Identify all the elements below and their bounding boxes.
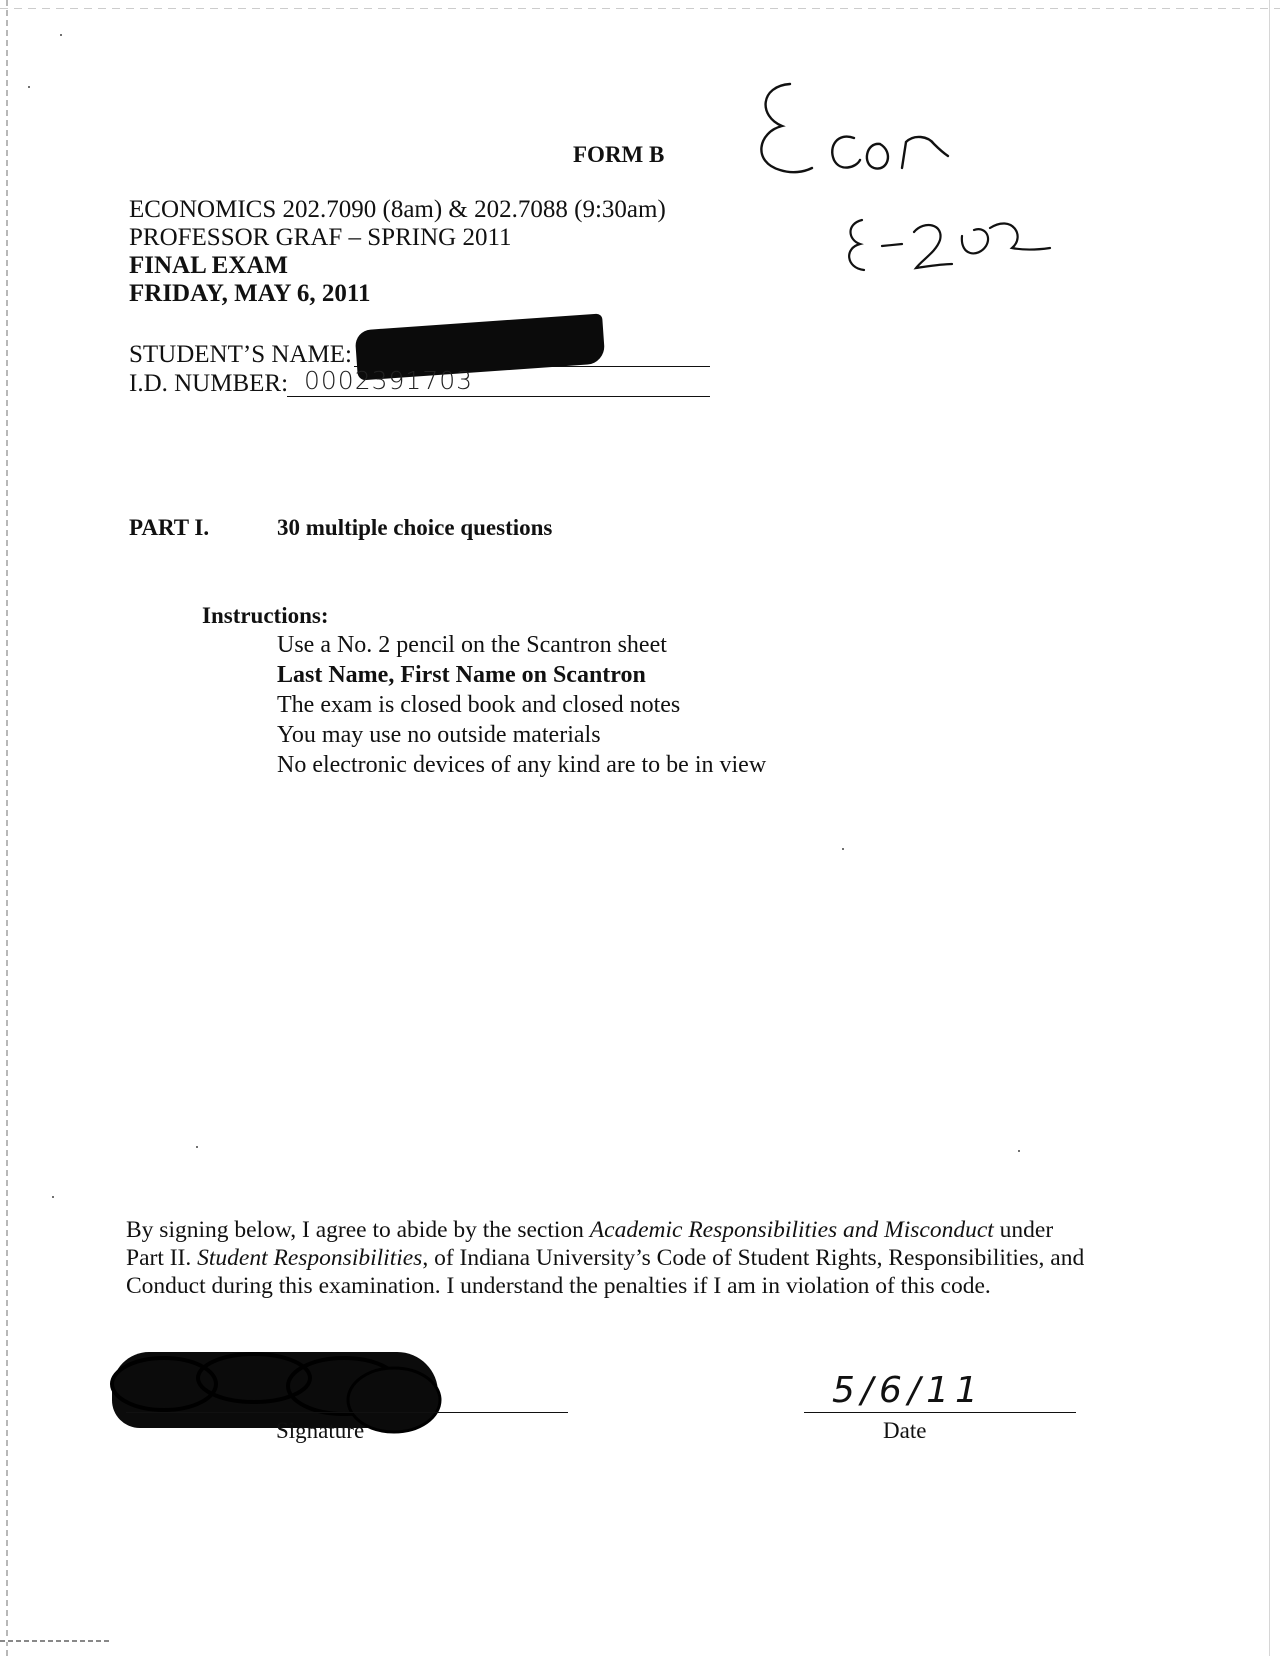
scan-speck [52,1196,54,1198]
signature-label: Signature [276,1418,365,1443]
exam-date: FRIDAY, MAY 6, 2011 [129,280,371,307]
instructions-title: Instructions: [202,603,329,628]
handwritten-e202 [840,206,1100,286]
date-label: Date [883,1418,927,1443]
instruction-item: Use a No. 2 pencil on the Scantron sheet [277,632,667,658]
honor-code-agreement [126,1216,1086,1300]
scan-edge-left [6,0,8,1656]
professor-line: PROFESSOR GRAF – SPRING 2011 [129,224,512,251]
scan-speck [1018,1150,1020,1152]
instructions-list [277,630,766,780]
course-info [129,196,666,308]
agreement-italic: Academic Responsibilities and Misconduct [589,1217,994,1243]
handwritten-econ-text: Econ [752,76,755,77]
instruction-item: The exam is closed book and closed notes [277,692,681,718]
scan-speck [28,86,30,88]
student-name-label: STUDENT’S NAME: [129,341,352,368]
part-description: 30 multiple choice questions [277,515,553,540]
scan-smudge [0,1640,112,1642]
exam-title: FINAL EXAM [129,252,289,279]
handwritten-e202-text: E-202 [840,206,843,207]
id-number-value: 0002391703 [304,366,474,395]
agreement-italic: Student Responsibilities [197,1245,423,1271]
scan-speck [842,848,844,850]
form-label: FORM B [573,142,665,167]
agreement-text: By signing below, I agree to abide by the section [126,1217,590,1243]
part-title: PART I. [129,515,210,540]
id-number-label: I.D. NUMBER: [129,370,289,397]
instruction-item: You may use no outside materials [277,722,601,748]
agreement-text: , of Indiana University’s Code of Student Rights, Responsibilities, and Conduct during this examination. I understand the penalties if I am in violation of this code. [126,1245,1085,1299]
scan-edge-right [1269,0,1270,1656]
handwritten-date: 5/6/11 [832,1370,984,1411]
instruction-item: No electronic devices of any kind are to be in view [277,752,767,778]
scan-speck [60,34,62,36]
scan-speck [196,1146,198,1148]
scan-edge-top [0,8,1280,9]
date-line [804,1412,1076,1413]
handwritten-econ [752,76,952,186]
signature-line [126,1412,568,1413]
id-number-line [287,396,710,397]
agreement-text: under Part II. [126,1217,1054,1271]
course-line: ECONOMICS 202.7090 (8am) & 202.7088 (9:30am) [129,196,666,223]
instruction-item: Last Name, First Name on Scantron [277,662,646,688]
